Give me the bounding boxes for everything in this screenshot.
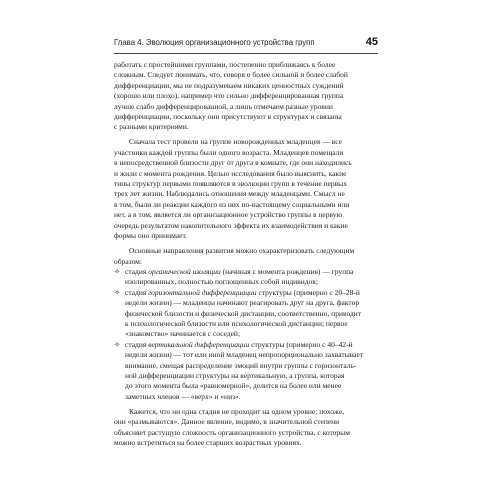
text-line: стадия горизонтальной дифференциации структуры (примерно с 20–28-й (125, 287, 360, 297)
text-line: можно встретиться на более старших возрастных уровнях. (114, 438, 302, 447)
page-number: 45 (365, 36, 378, 48)
header-rule (114, 53, 378, 54)
paragraph-directions (114, 246, 378, 267)
chapter-title: Глава 4. Эволюция организационного устройства групп (114, 38, 315, 47)
text-line: стадия вертикальной дифференциации структуры (примерно с 40–42-й (125, 339, 353, 349)
text-line: до этого момента была «равномерной», делится на более или менее (125, 381, 342, 391)
text-line: недели жизни) — тот или иной младенец непропорционально захватывает (125, 350, 364, 360)
diamond-bullet-icon: ✧ (114, 266, 121, 276)
page-body (114, 60, 378, 448)
text-line: изолированных, полностью поглощенных собой индивидов; (125, 277, 318, 287)
text-line: очередь результатом накопительного эффекта их взаимодействия и какие (114, 220, 348, 230)
text-line: Кажется, что ни одна стадия не проходит на одном уровне; похоже, (129, 406, 345, 416)
list-item-stage-organic-isolation (114, 267, 378, 288)
text-line: к психологической близости или психологической дистанции; первое (125, 318, 348, 328)
text-line: дифференциации, мы не подразумеваем никаких ценностных суждений (114, 80, 344, 90)
text-line: «знакомство» начинается с соседей; (125, 329, 241, 339)
list-item-stage-vertical-differentiation (114, 340, 378, 402)
text-line: дифференциации, поскольку они присутствуют в структурах и связаны (114, 112, 342, 122)
text-line: трех лет жизни. Наблюдались отношения между младенцами. Смысл не (114, 189, 345, 199)
text-line: в непосредственной близости друг от друга в комнате, где они находились (114, 158, 352, 168)
text-line: физической близости и физической дистанции, соответственно, приводит (125, 308, 362, 318)
list-item-stage-horizontal-differentiation (114, 288, 378, 340)
text-line: лучше слабо дифференцированной, а лишь отмечаем разные уровни (114, 101, 333, 111)
text-line: работать с простейшими группами, постепенно приближаясь к более (114, 60, 336, 69)
text-line: ной дифференциации структуры на вертикальную, а группа, которая (125, 370, 345, 380)
text-line: с разными критериями. (114, 122, 189, 132)
text-line: образом: (114, 256, 143, 266)
paragraph-intro-continuation (114, 60, 378, 133)
paragraph-experiment (114, 137, 378, 241)
stage-term: вертикальной дифференциации (148, 339, 250, 349)
text-line: формы оно принимает. (114, 231, 188, 241)
page-header (114, 36, 378, 52)
text-line: сложным. Следует понимать, что, говоря о более сильной и более слабой (114, 70, 348, 80)
text-line: они «размываются». Данное явление, видимо, в значительной степени (114, 417, 340, 427)
text-line: заметных членов — «верх» и «низ». (125, 391, 241, 401)
text-line: недели жизни) — младенцы начинают реагировать друг на друга, фактор (125, 298, 360, 308)
text-line: типы структур первыми появляются в эволюции групп в течение первых (114, 179, 347, 189)
text-line: в том, были ли реакции каждого из них по-настоящему социальными или (114, 199, 350, 209)
text-line: (хорошо или плохо), например что сильно дифференцированная группа (114, 91, 344, 101)
text-line: участники каждой группы были одного возраста. Младенцев помещали (114, 147, 344, 157)
text-line: и жили с момента рождения. Целью исследования было выяснить, какие (114, 168, 347, 178)
stage-term: горизонтальной дифференциации (148, 287, 257, 297)
paragraph-conclusion (114, 407, 378, 449)
text-line: стадия органической изоляции (начиная с момента рождения) — группа (125, 266, 354, 276)
text-line: Сначала тест провели на группе новорожденных младенцев — все (129, 137, 343, 147)
text-line: объясняет растущую сложность организационного устройства, с которым (114, 427, 350, 437)
diamond-bullet-icon: ✧ (114, 339, 121, 349)
diamond-bullet-icon: ✧ (114, 287, 121, 297)
stage-term: органической изоляции (148, 266, 221, 276)
text-line: нет, а в том, является ли организационное устройство группы в первую (114, 210, 343, 220)
text-line: внимание, смещая распределение эмоций внутри группы с горизонталь- (125, 360, 357, 370)
text-line: Основные направления развития можно охарактеризовать следующим (129, 246, 355, 256)
